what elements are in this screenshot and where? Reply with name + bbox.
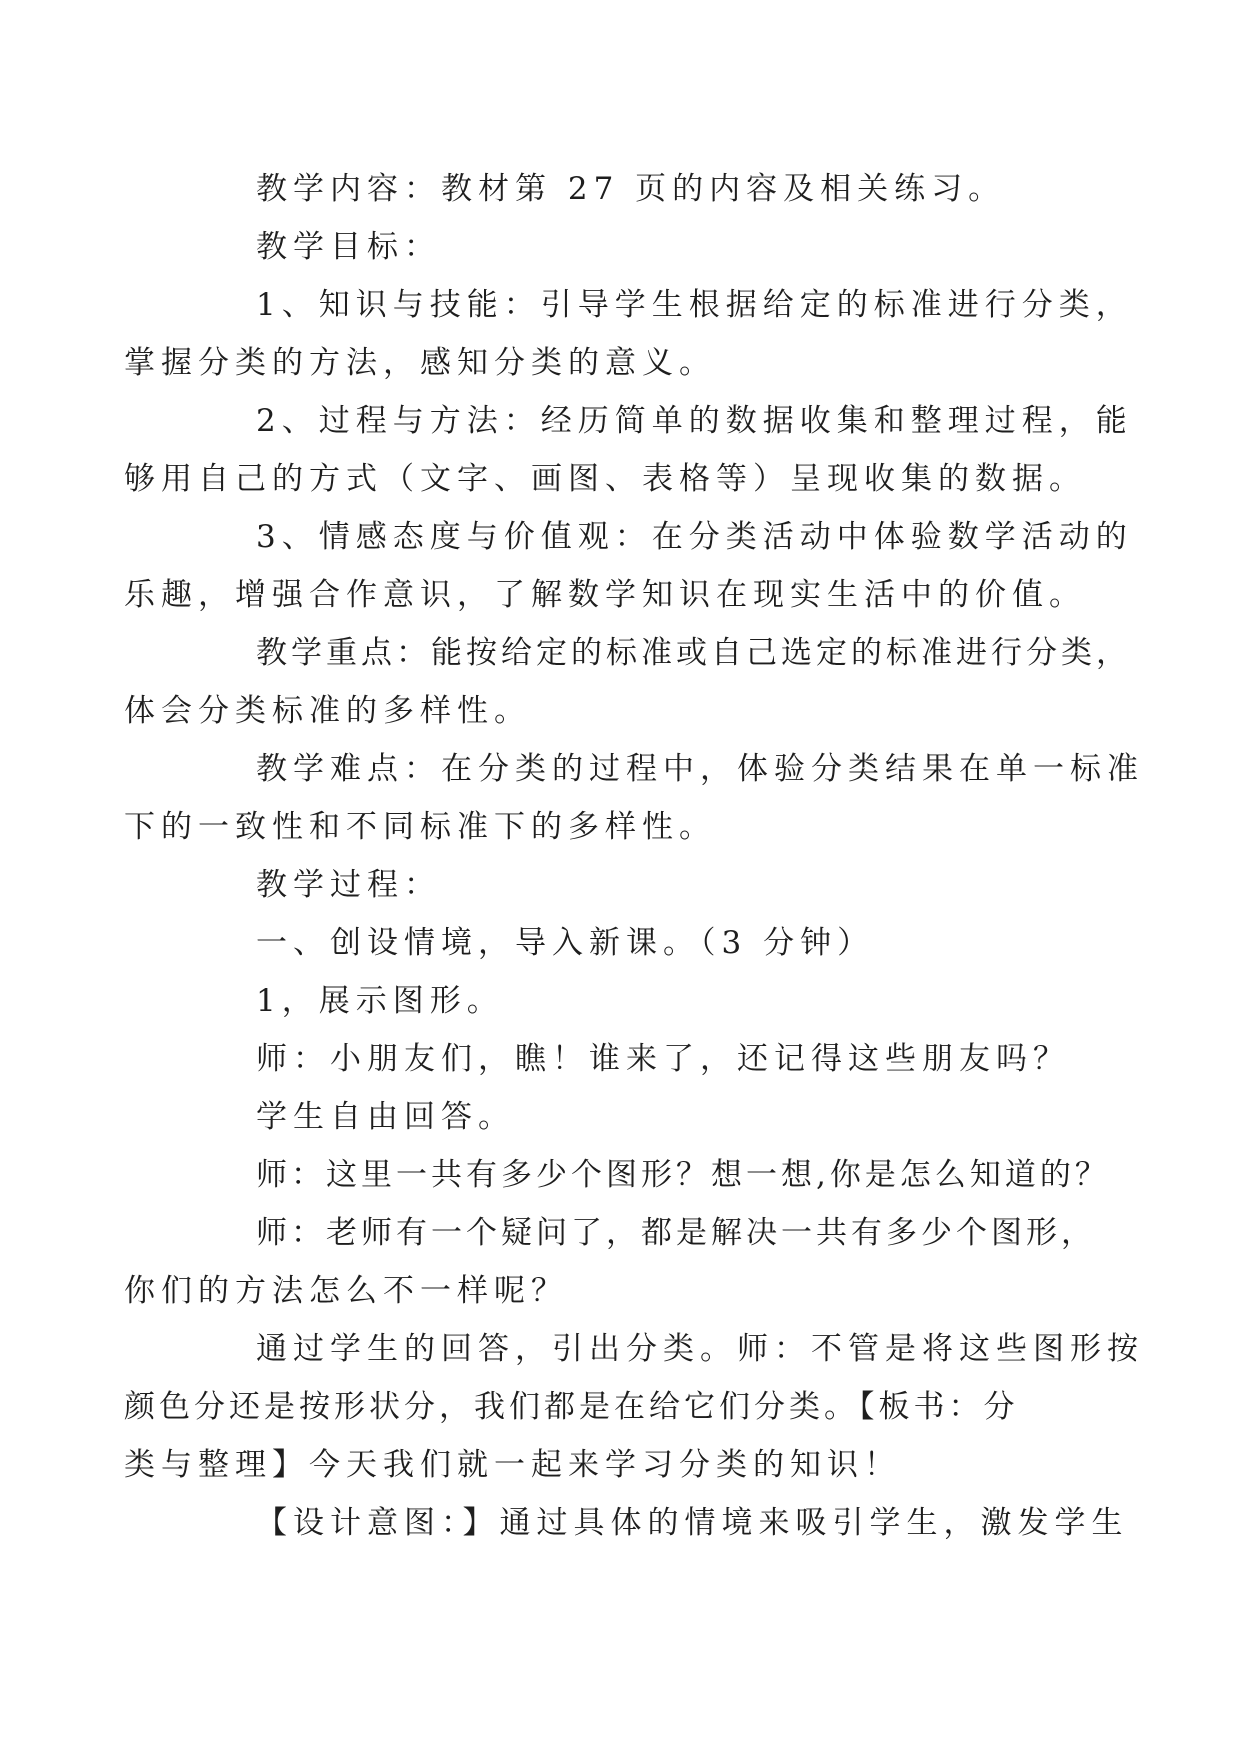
- paragraph-text: 1，展示图形。: [256, 983, 504, 1019]
- paragraph-line: 教学难点：在分类的过程中，体验分类结果在单一标准: [256, 751, 1144, 787]
- paragraph-text: 教学目标：: [256, 229, 441, 265]
- teaching-content-paragraph: [190, 160, 1068, 218]
- paragraph-text: 师：小朋友们，瞧！谁来了，还记得这些朋友吗？: [256, 1041, 1070, 1077]
- paragraph-text: 一、创设情境，导入新课。（3 分钟）: [256, 925, 875, 961]
- goal-3-paragraph: [124, 508, 1133, 624]
- paragraph-line: 下的一致性和不同标准下的多样性。: [124, 809, 716, 845]
- key-point-paragraph: [124, 624, 1131, 740]
- teaching-process-heading: [190, 856, 1068, 914]
- paragraph-line: 1、知识与技能：引导学生根据给定的标准进行分类，: [256, 287, 1133, 323]
- paragraph-line: 2、过程与方法：经历简单的数据收集和整理过程，能: [256, 403, 1133, 439]
- paragraph-line: 乐趣，增强合作意识，了解数学知识在现实生活中的价值。: [124, 577, 1086, 613]
- teaching-goals-heading: [190, 218, 1068, 276]
- paragraph-line: 类与整理】今天我们就一起来学习分类的知识！: [124, 1447, 901, 1483]
- paragraph-line: 3、情感态度与价值观：在分类活动中体验数学活动的: [256, 519, 1133, 555]
- paragraph-line: 体会分类标准的多样性。: [124, 693, 531, 729]
- paragraph-text: 教学过程：: [256, 867, 441, 903]
- teacher-line-3: [124, 1204, 1096, 1320]
- goal-2-paragraph: [124, 392, 1133, 508]
- paragraph-line: 颜色分还是按形状分，我们都是在给它们分类。【板书：分: [124, 1389, 1019, 1425]
- goal-1-paragraph: [124, 276, 1133, 392]
- paragraph-text: 师：这里一共有多少个图形？想一想,你是怎么知道的？: [256, 1157, 1110, 1193]
- document-body: [124, 160, 1144, 1552]
- paragraph-line: 通过学生的回答，引出分类。师：不管是将这些图形按: [256, 1331, 1144, 1367]
- summary-paragraph: [124, 1320, 1144, 1494]
- paragraph-text: 教学内容：教材第 27 页的内容及相关练习。: [256, 171, 1006, 207]
- design-intent-paragraph: [190, 1494, 1129, 1552]
- teacher-line-1: [190, 1030, 1068, 1088]
- paragraph-text: 【设计意图：】通过具体的情境来吸引学生，激发学生: [256, 1505, 1129, 1541]
- paragraph-line: 师：老师有一个疑问了，都是解决一共有多少个图形，: [256, 1215, 1096, 1251]
- difficulty-paragraph: [124, 740, 1144, 856]
- paragraph-line: 够用自己的方式（文字、画图、表格等）呈现收集的数据。: [124, 461, 1086, 497]
- step-1-paragraph: [190, 972, 1068, 1030]
- student-response: [190, 1088, 1068, 1146]
- paragraph-line: 教学重点：能按给定的标准或自己选定的标准进行分类，: [256, 635, 1131, 671]
- teacher-line-2: [190, 1146, 1110, 1204]
- paragraph-line: 你们的方法怎么不一样呢？: [124, 1273, 568, 1309]
- paragraph-text: 学生自由回答。: [256, 1099, 515, 1135]
- paragraph-line: 掌握分类的方法，感知分类的意义。: [124, 345, 716, 381]
- section-1-heading: [190, 914, 1068, 972]
